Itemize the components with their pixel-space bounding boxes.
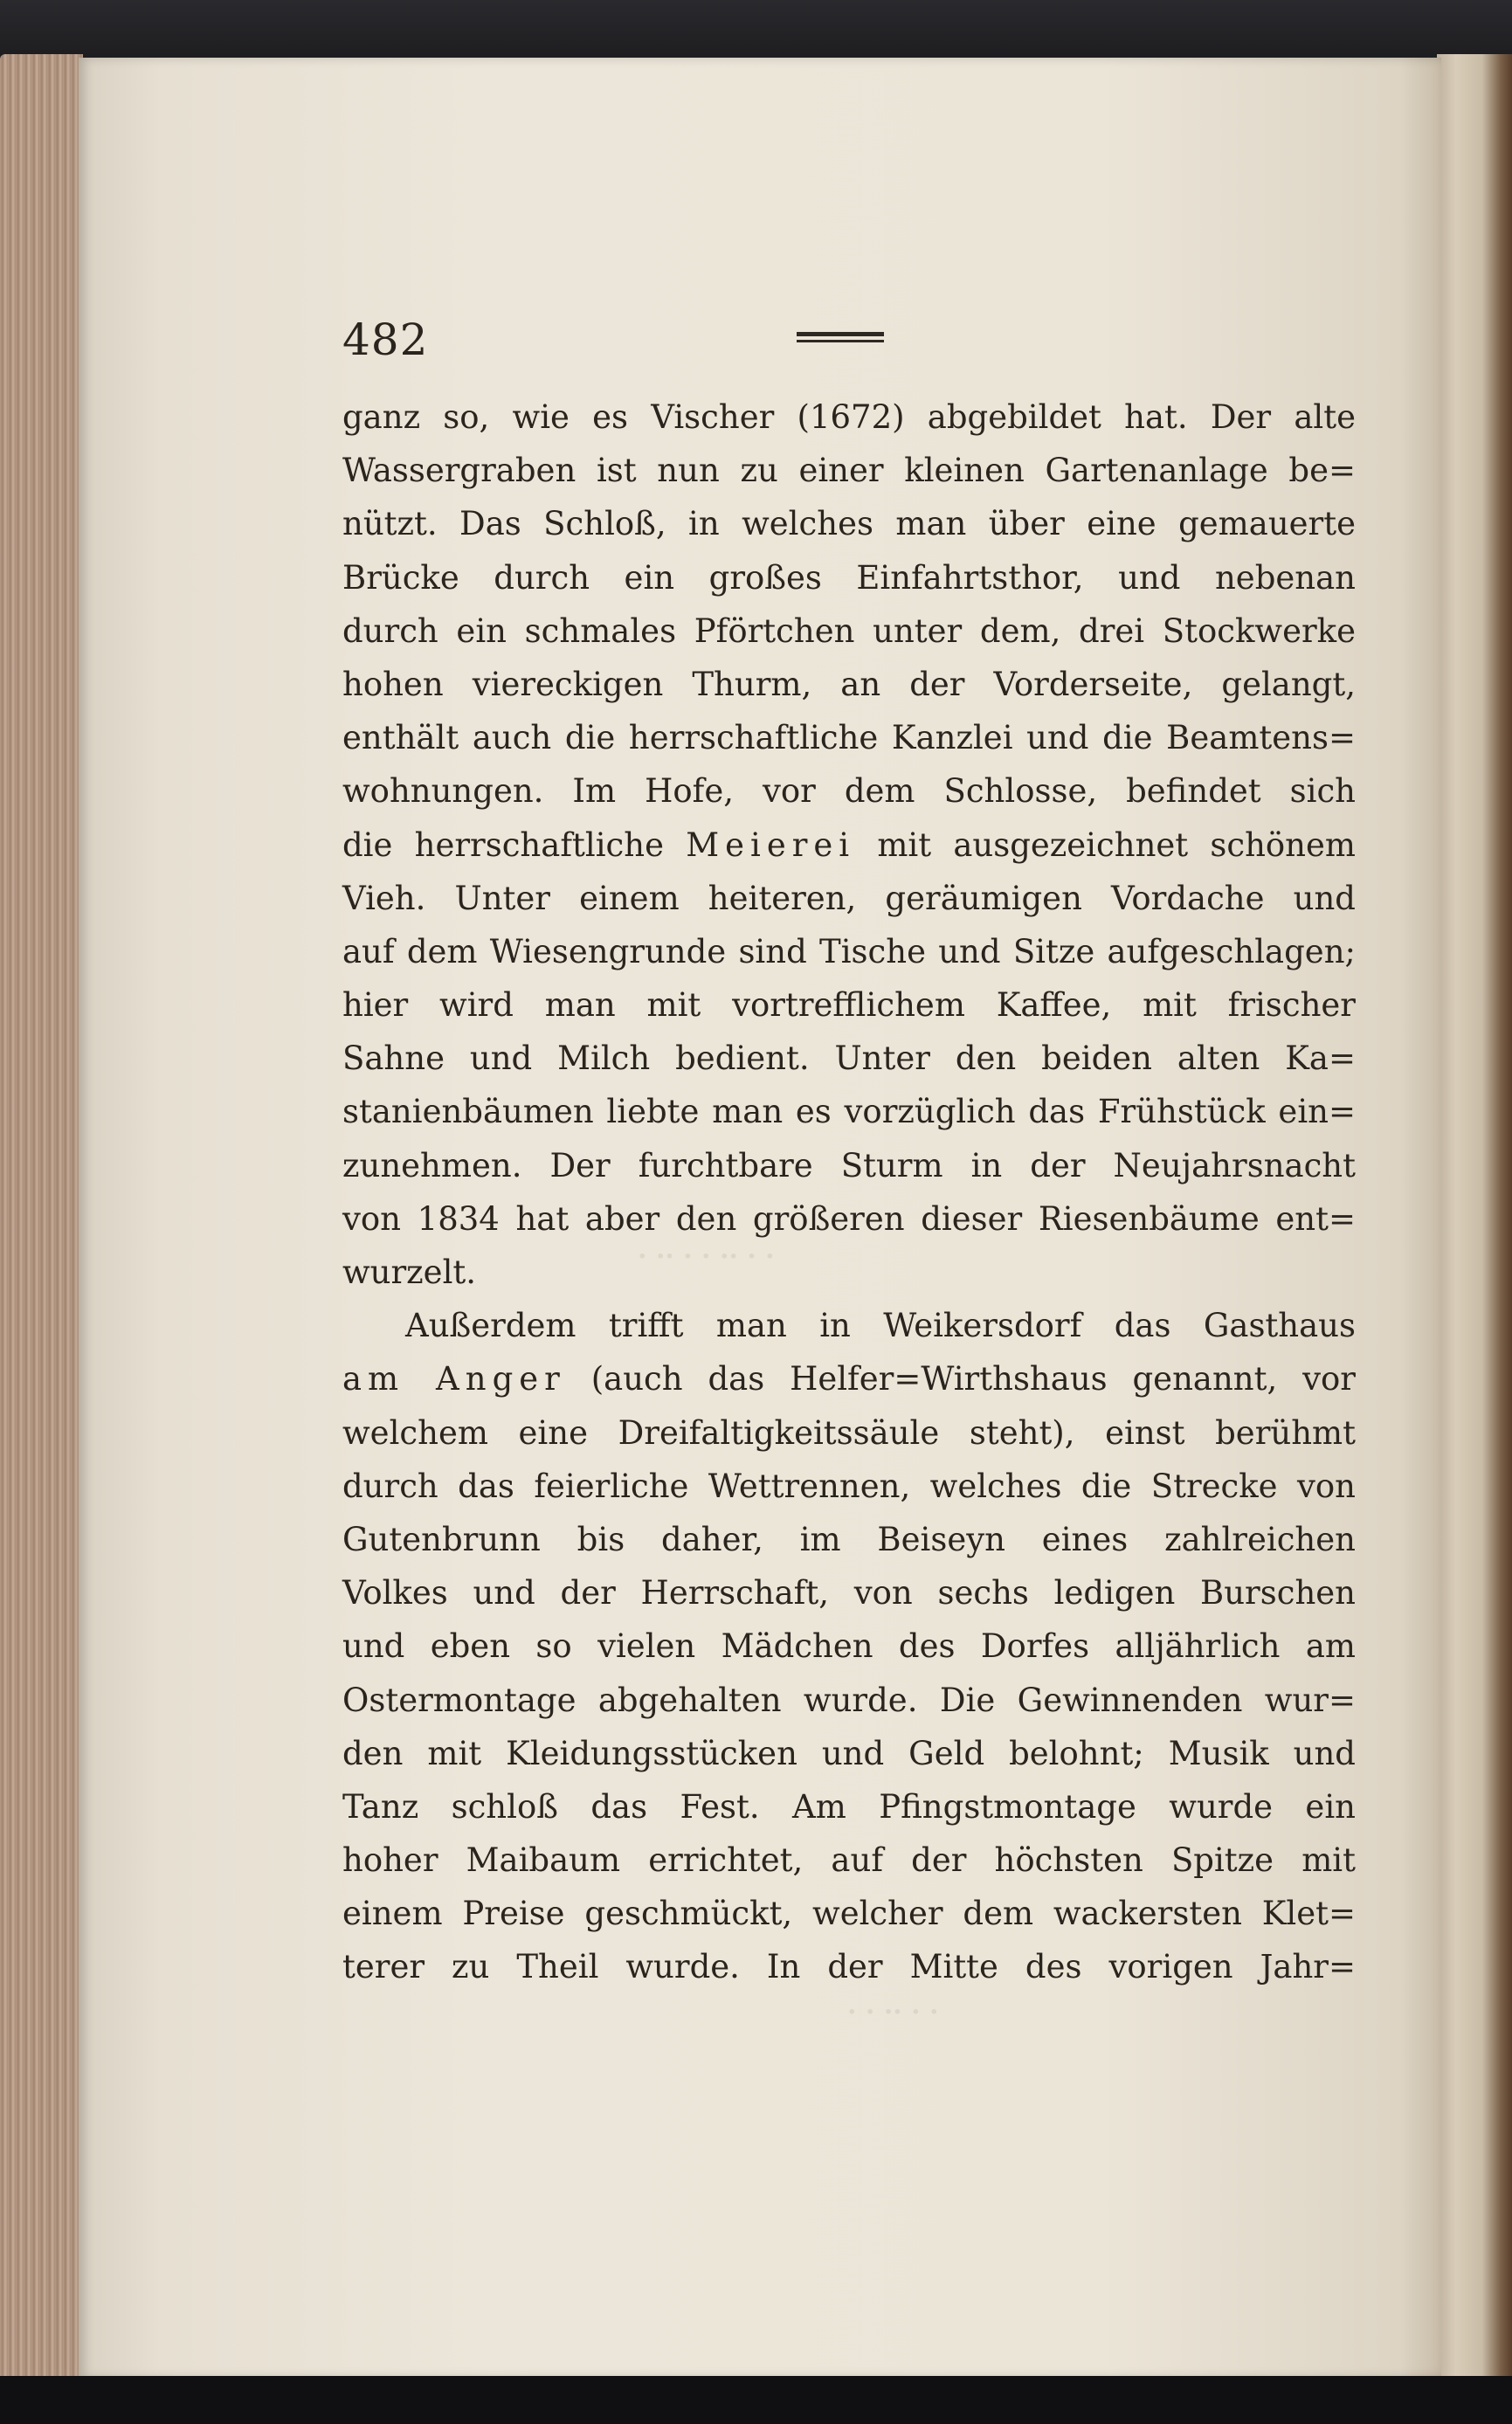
- text-line: [342, 1780, 1356, 1834]
- text-line: [342, 1299, 1356, 1352]
- text-line: [342, 1619, 1356, 1673]
- text-segment: stanienbäumen liebte man es vorzüglich das Frühstück ein=: [342, 1093, 1356, 1131]
- text-segment: Sahne und Milch bedient. Unter den beiden alten Ka=: [342, 1039, 1356, 1078]
- text-segment: ganz so, wie es Vischer (1672) abgebildet hat. Der alte: [342, 398, 1356, 436]
- text-segment: wohnungen. Im Hofe, vor dem Schlosse, befindet sich: [342, 772, 1356, 811]
- text-segment: Außerdem trifft man in Weikersdorf das Gasthaus: [405, 1307, 1356, 1345]
- scanner-background-bottom: [0, 2376, 1512, 2424]
- text-segment: hohen viereckigen Thurm, an der Vorderseite, gelangt,: [342, 665, 1356, 703]
- text-segment: mit ausgezeichnet schönem: [855, 825, 1356, 864]
- text-segment: welchem eine Dreifaltigkeitssäule steht), einst berühmt: [342, 1413, 1356, 1452]
- text-line: [342, 711, 1356, 764]
- header-rule-ornament: [797, 332, 884, 344]
- book-page-edges-left: [0, 54, 83, 2382]
- text-segment: (auch das Helfer=Wirthshaus genannt, vor: [565, 1360, 1356, 1398]
- bleed-through-1: · · ·· · · ·· ·: [638, 1241, 775, 1272]
- text-segment: auf dem Wiesengrunde sind Tische und Sitze aufgeschlagen;: [342, 932, 1356, 970]
- text-line: [342, 818, 1356, 872]
- bleed-through-2: · · ·· · ·: [847, 1997, 939, 2027]
- text-segment: und eben so vielen Mädchen des Dorfes alljährlich am: [342, 1627, 1356, 1666]
- text-line: [342, 1887, 1356, 1940]
- text-line: [342, 1513, 1356, 1566]
- text-segment: Vieh. Unter einem heiteren, geräumigen Vordache und: [342, 879, 1356, 917]
- text-line: [342, 1246, 1356, 1299]
- text-line: [342, 658, 1356, 711]
- text-line: [342, 1727, 1356, 1780]
- text-line: [342, 1834, 1356, 1887]
- text-segment: hier wird man mit vortrefflichem Kaffee, mit frischer: [342, 986, 1356, 1025]
- text-line: [342, 978, 1356, 1032]
- text-line: [342, 872, 1356, 925]
- text-segment: durch das feierliche Wettrennen, welches die Strecke von: [342, 1467, 1356, 1505]
- text-segment: Brücke durch ein großes Einfahrtsthor, und nebenan: [342, 558, 1356, 597]
- text-segment: von 1834 hat aber den größeren dieser Riesenbäume ent=: [342, 1199, 1356, 1238]
- text-line: [342, 1139, 1356, 1192]
- scanner-background-top: [0, 0, 1512, 61]
- text-segment: durch ein schmales Pförtchen unter dem, drei Stockwerke: [342, 611, 1356, 650]
- emphasized-text: am Anger: [342, 1360, 566, 1398]
- page-number: 482: [342, 314, 429, 365]
- emphasized-text: Meierei: [686, 825, 856, 864]
- text-line: [342, 1406, 1356, 1460]
- text-segment: nützt. Das Schloß, in welches man über eine gemauerte: [342, 505, 1356, 543]
- text-segment: Gutenbrunn bis daher, im Beiseyn eines zahlreichen: [342, 1520, 1356, 1558]
- body-text: [342, 390, 1356, 1994]
- text-segment: wurzelt.: [342, 1253, 477, 1291]
- text-line: [342, 925, 1356, 978]
- text-segment: Ostermontage abgehalten wurde. Die Gewinnenden wur=: [342, 1681, 1356, 1719]
- text-segment: Tanz schloß das Fest. Am Pfingstmontage wurde ein: [342, 1787, 1356, 1826]
- text-line: [342, 1460, 1356, 1513]
- text-segment: einem Preise geschmückt, welcher dem wackersten Klet=: [342, 1895, 1356, 1933]
- text-segment: die herrschaftliche: [342, 825, 687, 864]
- text-segment: terer zu Theil wurde. In der Mitte des vorigen Jahr=: [342, 1948, 1356, 1986]
- text-line: [342, 1566, 1356, 1619]
- text-segment: Volkes und der Herrschaft, von sechs ledigen Burschen: [342, 1574, 1356, 1613]
- text-segment: hoher Maibaum errichtet, auf der höchsten Spitze mit: [342, 1841, 1356, 1880]
- text-line: [342, 1085, 1356, 1138]
- text-line: [342, 1352, 1356, 1405]
- text-segment: enthält auch die herrschaftliche Kanzlei und die Beamtens=: [342, 719, 1356, 757]
- text-segment: zunehmen. Der furchtbare Sturm in der Neujahrsnacht: [342, 1146, 1356, 1184]
- text-segment: den mit Kleidungsstücken und Geld belohnt; Musik und: [342, 1734, 1356, 1772]
- text-line: [342, 1032, 1356, 1085]
- text-line: [342, 497, 1356, 550]
- text-segment: Wassergraben ist nun zu einer kleinen Gartenanlage be=: [342, 452, 1356, 490]
- text-line: [342, 1940, 1356, 1993]
- text-line: [342, 1674, 1356, 1727]
- text-line: [342, 1192, 1356, 1246]
- text-line: [342, 764, 1356, 818]
- page-header: [342, 314, 1373, 367]
- book-page-edge-right: [1437, 54, 1512, 2382]
- text-line: [342, 390, 1356, 444]
- text-line: [342, 604, 1356, 658]
- text-line: [342, 444, 1356, 497]
- text-line: [342, 551, 1356, 604]
